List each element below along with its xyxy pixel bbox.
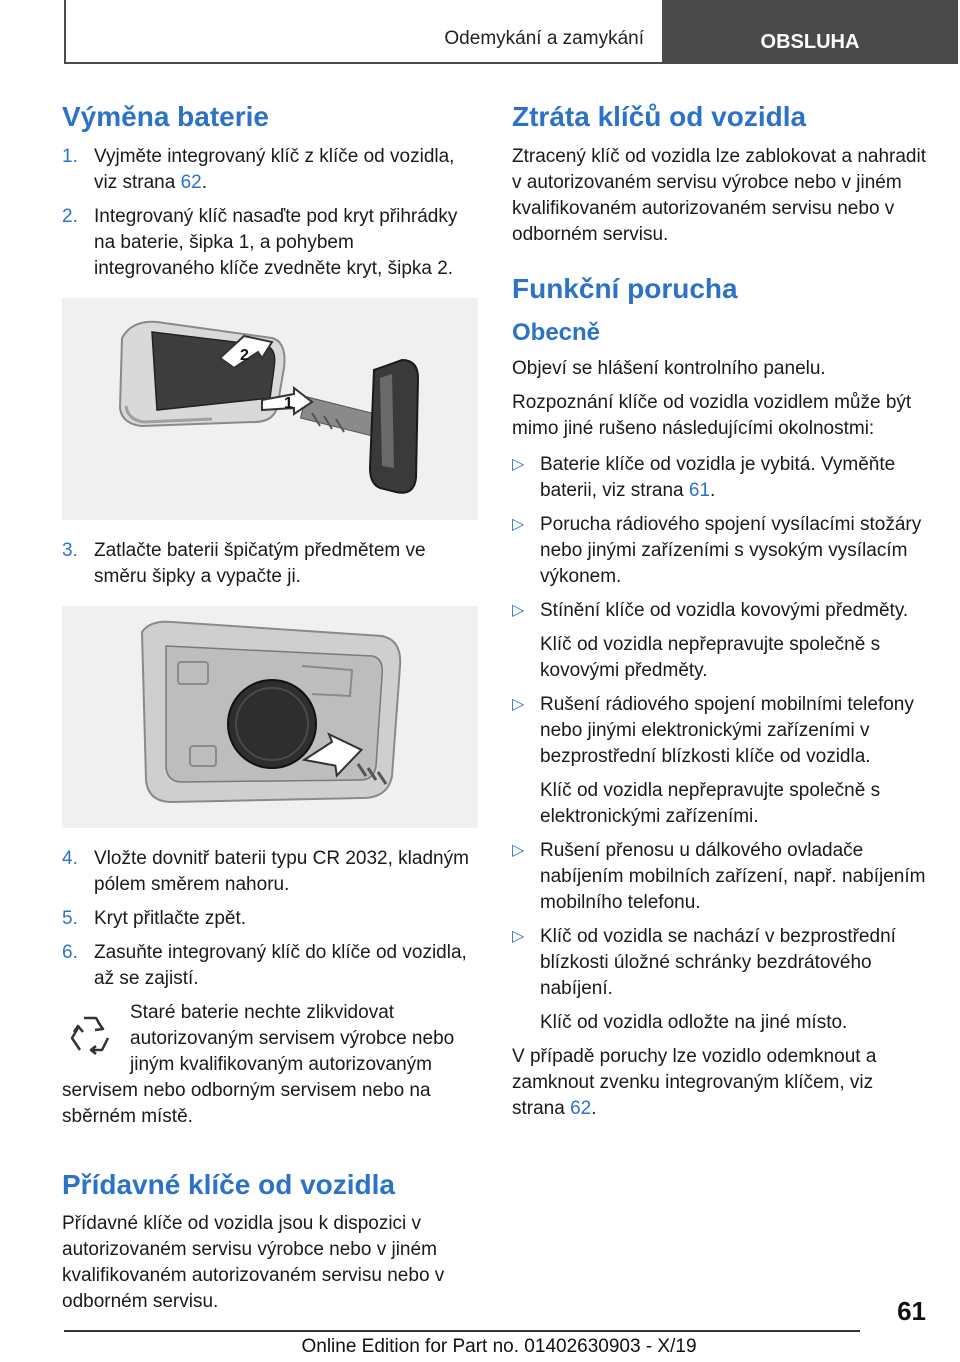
step-tail: . bbox=[201, 171, 208, 193]
header-section-title: Odemykání a zamykání bbox=[444, 28, 644, 49]
left-column bbox=[62, 100, 478, 1315]
arrow-1-label: 1 bbox=[284, 394, 293, 412]
step-number: 2. bbox=[62, 205, 78, 227]
right-column bbox=[512, 100, 926, 1122]
list-item-text: Rušení rádiového spojení mobilními telefony nebo jinými elektronickými zařízeními v bezprostřední blízkosti klíče od vozidla. bbox=[540, 693, 914, 767]
recycle-note bbox=[62, 1000, 478, 1130]
page-number: 61 bbox=[897, 1296, 926, 1326]
step-text: Vložte dovnitř baterii typu CR 2032, kladným pólem směrem nahoru. bbox=[94, 847, 469, 895]
battery-removal-illustration bbox=[62, 606, 478, 828]
triangle-bullet-icon: ▷ bbox=[512, 455, 525, 473]
recycle-note-text: Staré baterie nechte zlikvidovat autorizovaným servisem výrobce nebo jiným kvalifikovaným autorizovaným servisem nebo odborným servisem nebo na sběrném místě. bbox=[62, 1001, 455, 1127]
list-item-text: Klíč od vozidla se nachází v bezprostřední blízkosti úložné schránky bezdrátového nabíjení. bbox=[540, 925, 896, 999]
step-text: Zasuňte integrovaný klíč do klíče od vozidla, až se zajistí. bbox=[94, 941, 467, 989]
list-item-text: Rušení přenosu u dálkového ovladače nabíjením mobilních zařízení, např. nabíjením mobilního telefonu. bbox=[540, 839, 926, 913]
battery-steps-b bbox=[62, 538, 478, 590]
general-paragraph-1: Objeví se hlášení kontrolního panelu. bbox=[512, 357, 826, 379]
step-text: Vyjměte integrovaný klíč z klíče od vozidla, viz strana bbox=[94, 145, 455, 193]
interference-list bbox=[512, 452, 926, 1036]
header-chapter-tab[interactable]: OBSLUHA bbox=[662, 0, 958, 64]
step-number: 5. bbox=[62, 907, 78, 929]
general-subheading: Obecně bbox=[512, 319, 601, 347]
battery-heading: Výměna baterie bbox=[62, 101, 269, 132]
step-text: Zatlačte baterii špičatým předmětem ve směru šipky a vypačte ji. bbox=[94, 539, 426, 587]
triangle-bullet-icon: ▷ bbox=[512, 601, 525, 619]
list-item bbox=[512, 452, 926, 504]
step-2 bbox=[62, 204, 478, 282]
step-number: 6. bbox=[62, 941, 78, 963]
list-item-text: Baterie klíče od vozidla je vybitá. Vyměňte baterii, viz strana bbox=[540, 453, 896, 501]
step-6 bbox=[62, 940, 478, 992]
step-3 bbox=[62, 538, 478, 590]
footer-divider bbox=[64, 1330, 860, 1332]
arrow-2-label: 2 bbox=[240, 346, 249, 364]
list-item bbox=[512, 598, 926, 684]
list-item-text: Stínění klíče od vozidla kovovými předměty. bbox=[540, 599, 909, 621]
extra-keys-heading: Přídavné klíče od vozidla bbox=[62, 1168, 396, 1200]
list-item-note: Klíč od vozidla nepřepravujte společně s elektronickými zařízeními. bbox=[540, 779, 881, 827]
malfunction-heading: Funkční porucha bbox=[512, 272, 738, 304]
step-4 bbox=[62, 846, 478, 898]
step-5 bbox=[62, 906, 478, 932]
triangle-bullet-icon: ▷ bbox=[512, 927, 525, 945]
closing-tail: . bbox=[591, 1097, 597, 1119]
list-item bbox=[512, 924, 926, 1036]
closing-paragraph bbox=[512, 1044, 926, 1122]
step-text: Integrovaný klíč nasaďte pod kryt přihrádky na baterie, šipka 1, a pohybem integrovaného klíče zvedněte kryt, šipka 2. bbox=[94, 205, 458, 279]
list-item-note: Klíč od vozidla nepřepravujte společně s kovovými předměty. bbox=[540, 633, 881, 681]
list-item-note: Klíč od vozidla odložte na jiné místo. bbox=[540, 1011, 848, 1033]
lost-keys-heading: Ztráta klíčů od vozidla bbox=[512, 101, 807, 132]
triangle-bullet-icon: ▷ bbox=[512, 515, 525, 533]
step-number: 1. bbox=[62, 145, 78, 167]
figure-key-open-cover bbox=[62, 298, 478, 520]
list-item-text: Porucha rádiového spojení vysílacími stožáry nebo jinými zařízeními s vysokým vysílacím výkonem. bbox=[540, 513, 922, 587]
list-item-tail: . bbox=[710, 479, 716, 501]
key-cover-illustration bbox=[62, 298, 478, 520]
step-number: 4. bbox=[62, 847, 78, 869]
figure-battery-removal bbox=[62, 606, 478, 828]
recycle-icon bbox=[62, 1008, 118, 1064]
battery-steps-a bbox=[62, 144, 478, 282]
list-item bbox=[512, 512, 926, 590]
footer-edition: Online Edition for Part no. 01402630903 - X/19 bbox=[301, 1336, 697, 1357]
page-link[interactable]: 62 bbox=[180, 171, 202, 193]
page-link[interactable]: 61 bbox=[688, 479, 711, 501]
list-item bbox=[512, 692, 926, 830]
page-link[interactable]: 62 bbox=[570, 1097, 592, 1119]
triangle-bullet-icon: ▷ bbox=[512, 695, 525, 713]
step-text: Kryt přitlačte zpět. bbox=[94, 907, 247, 929]
triangle-bullet-icon: ▷ bbox=[512, 841, 525, 859]
extra-keys-text: Přídavné klíče od vozidla jsou k dispozici v autorizovaném servisu výrobce nebo v jiném kvalifikovaném autorizovaném servisu nebo v odborném servisu. bbox=[62, 1213, 445, 1313]
general-paragraph-2: Rozpoznání klíče od vozidla vozidlem může být mimo jiné rušeno následujícími okolnostmi: bbox=[512, 391, 912, 439]
step-1 bbox=[62, 144, 478, 196]
closing-text: V případě poruchy lze vozidlo odemknout a zamknout zvenku integrovaným klíčem, viz strana bbox=[512, 1045, 877, 1119]
step-number: 3. bbox=[62, 539, 78, 561]
lost-keys-text: Ztracený klíč od vozidla lze zablokovat a nahradit v autorizovaném servisu výrobce nebo v jiném kvalifikovaném autorizovaném servisu nebo v odborném servisu. bbox=[512, 145, 926, 245]
battery-steps-c bbox=[62, 846, 478, 992]
list-item bbox=[512, 838, 926, 916]
